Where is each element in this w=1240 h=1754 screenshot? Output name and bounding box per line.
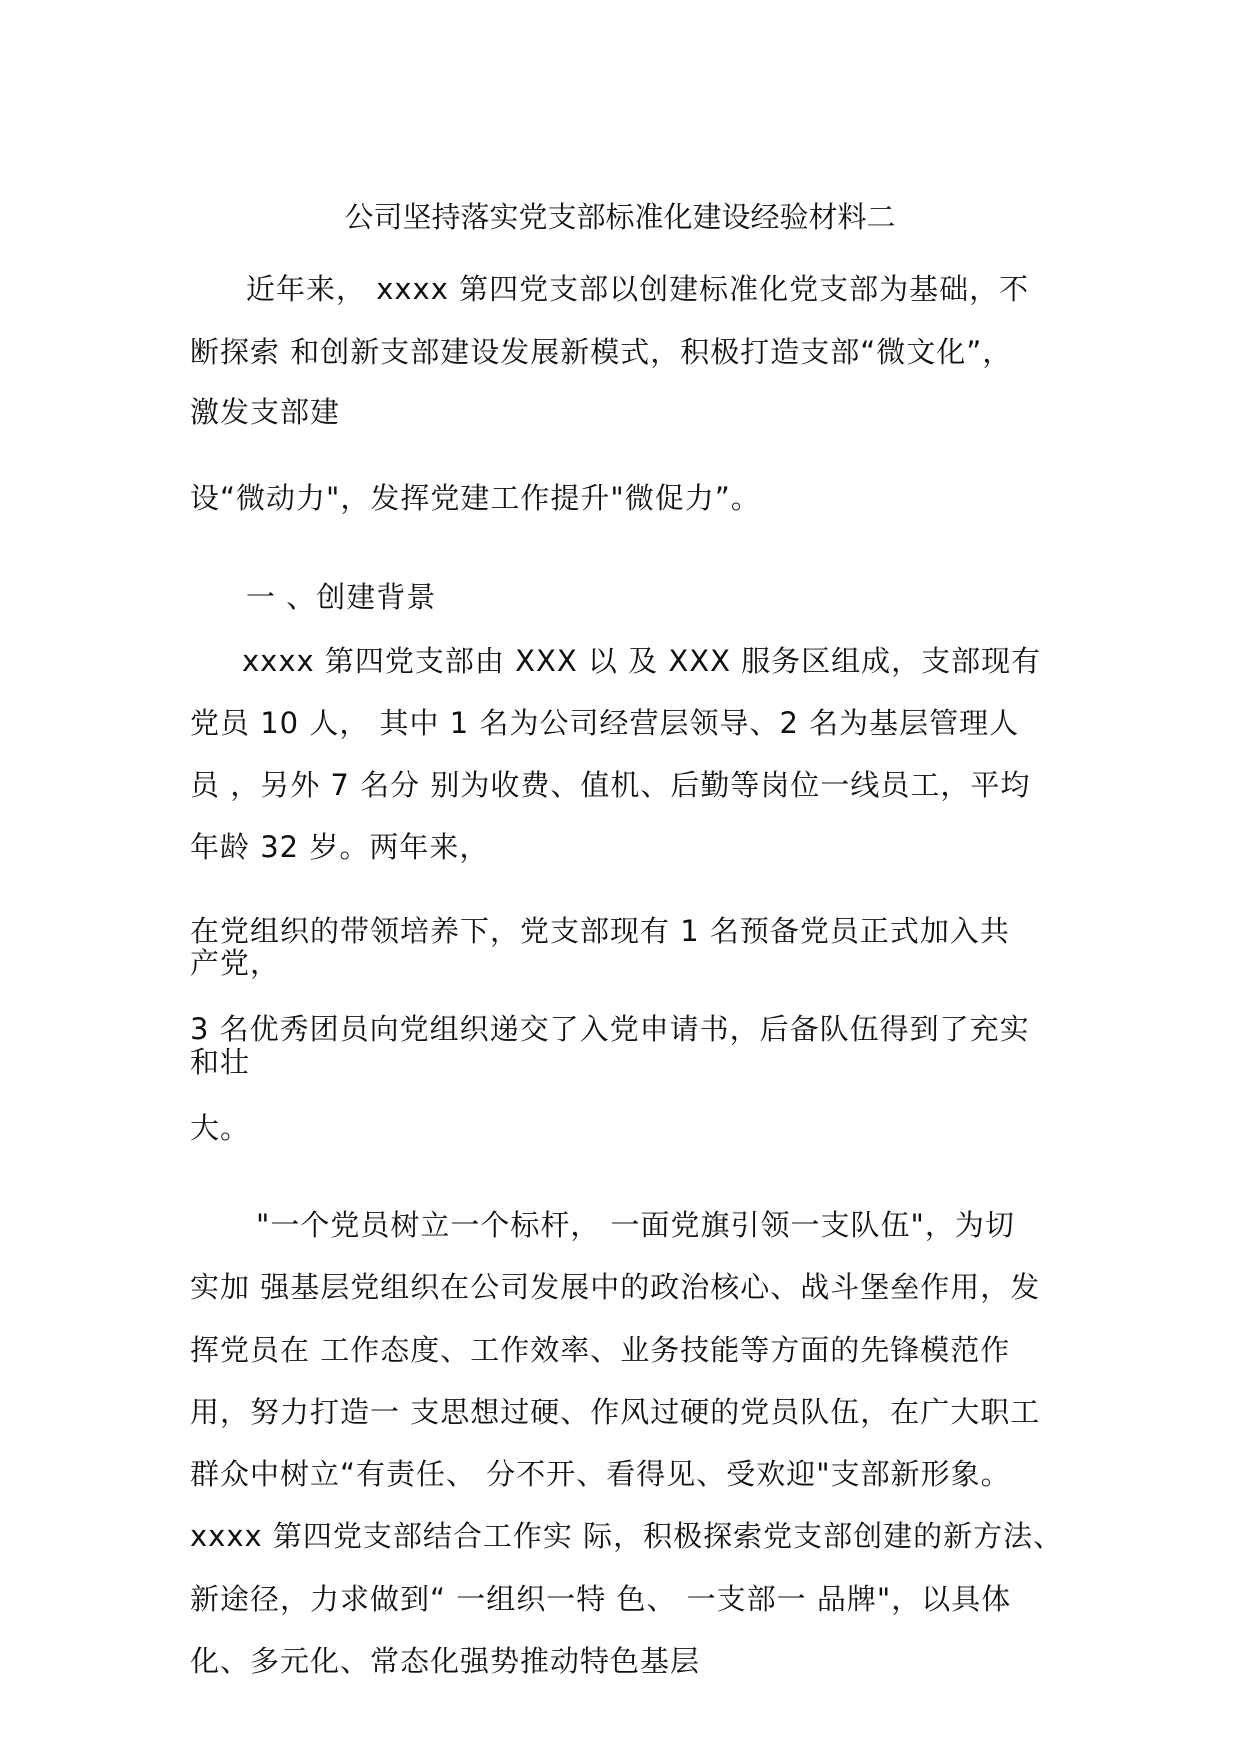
text-line: 和壮	[190, 1045, 251, 1079]
text-line: 产党，	[190, 946, 281, 980]
text-line: 大。	[190, 1111, 251, 1145]
text-line: 挥党员在 工作态度、工作效率、业务技能等方面的先锋模范作	[190, 1333, 1011, 1367]
text-line: 年龄 32 岁。两年来，	[190, 830, 490, 864]
text-line: 设“微动力"，发挥党建工作提升"微促力”。	[190, 481, 761, 515]
text-line: 用，努力打造一 支思想过硬、作风过硬的党员队伍，在广大职工	[190, 1395, 1041, 1429]
text-line: "一个党员树立一个标杆， 一面党旗引领一支队伍"，为切	[256, 1208, 1015, 1242]
text-line: xxxx 第四党支部结合工作实 际，积极探索党支部创建的新方法、	[190, 1519, 1064, 1553]
document-title: 公司坚持落实党支部标准化建设经验材料二	[344, 200, 896, 234]
text-line: 激发支部建	[190, 395, 341, 429]
text-line: 3 名优秀团员向党组织递交了入党申请书，后备队伍得到了充实	[190, 1012, 1030, 1046]
text-line: 群众中树立“有责任、 分不开、看得见、受欢迎"支部新形象。	[190, 1457, 1011, 1491]
text-line: 化、多元化、常态化强势推动特色基层	[190, 1644, 701, 1678]
text-line: xxxx 第四党支部由 XXX 以 及 XXX 服务区组成，支部现有	[242, 644, 1042, 678]
text-line: 实加 强基层党组织在公司发展中的政治核心、战斗堡垒作用，发	[190, 1270, 1041, 1304]
text-line: 员 ，另外 7 名分 别为收费、值机、后勤等岗位一线员工，平均	[190, 768, 1031, 802]
text-line: 近年来， xxxx 第四党支部以创建标准化党支部为基础，不	[246, 272, 1030, 306]
section-heading: 一 、创建背景	[246, 580, 437, 614]
text-line: 在党组织的带领培养下，党支部现有 1 名预备党员正式加入共	[190, 914, 1010, 948]
text-line: 断探索 和创新支部建设发展新模式，积极打造支部“微文化”，	[190, 335, 1013, 369]
text-line: 新途径，力求做到“ 一组织一特 色、 一支部一 品牌"，以具体	[190, 1582, 1012, 1616]
text-line: 党员 10 人， 其中 1 名为公司经营层领导、2 名为基层管理人	[190, 706, 1020, 740]
